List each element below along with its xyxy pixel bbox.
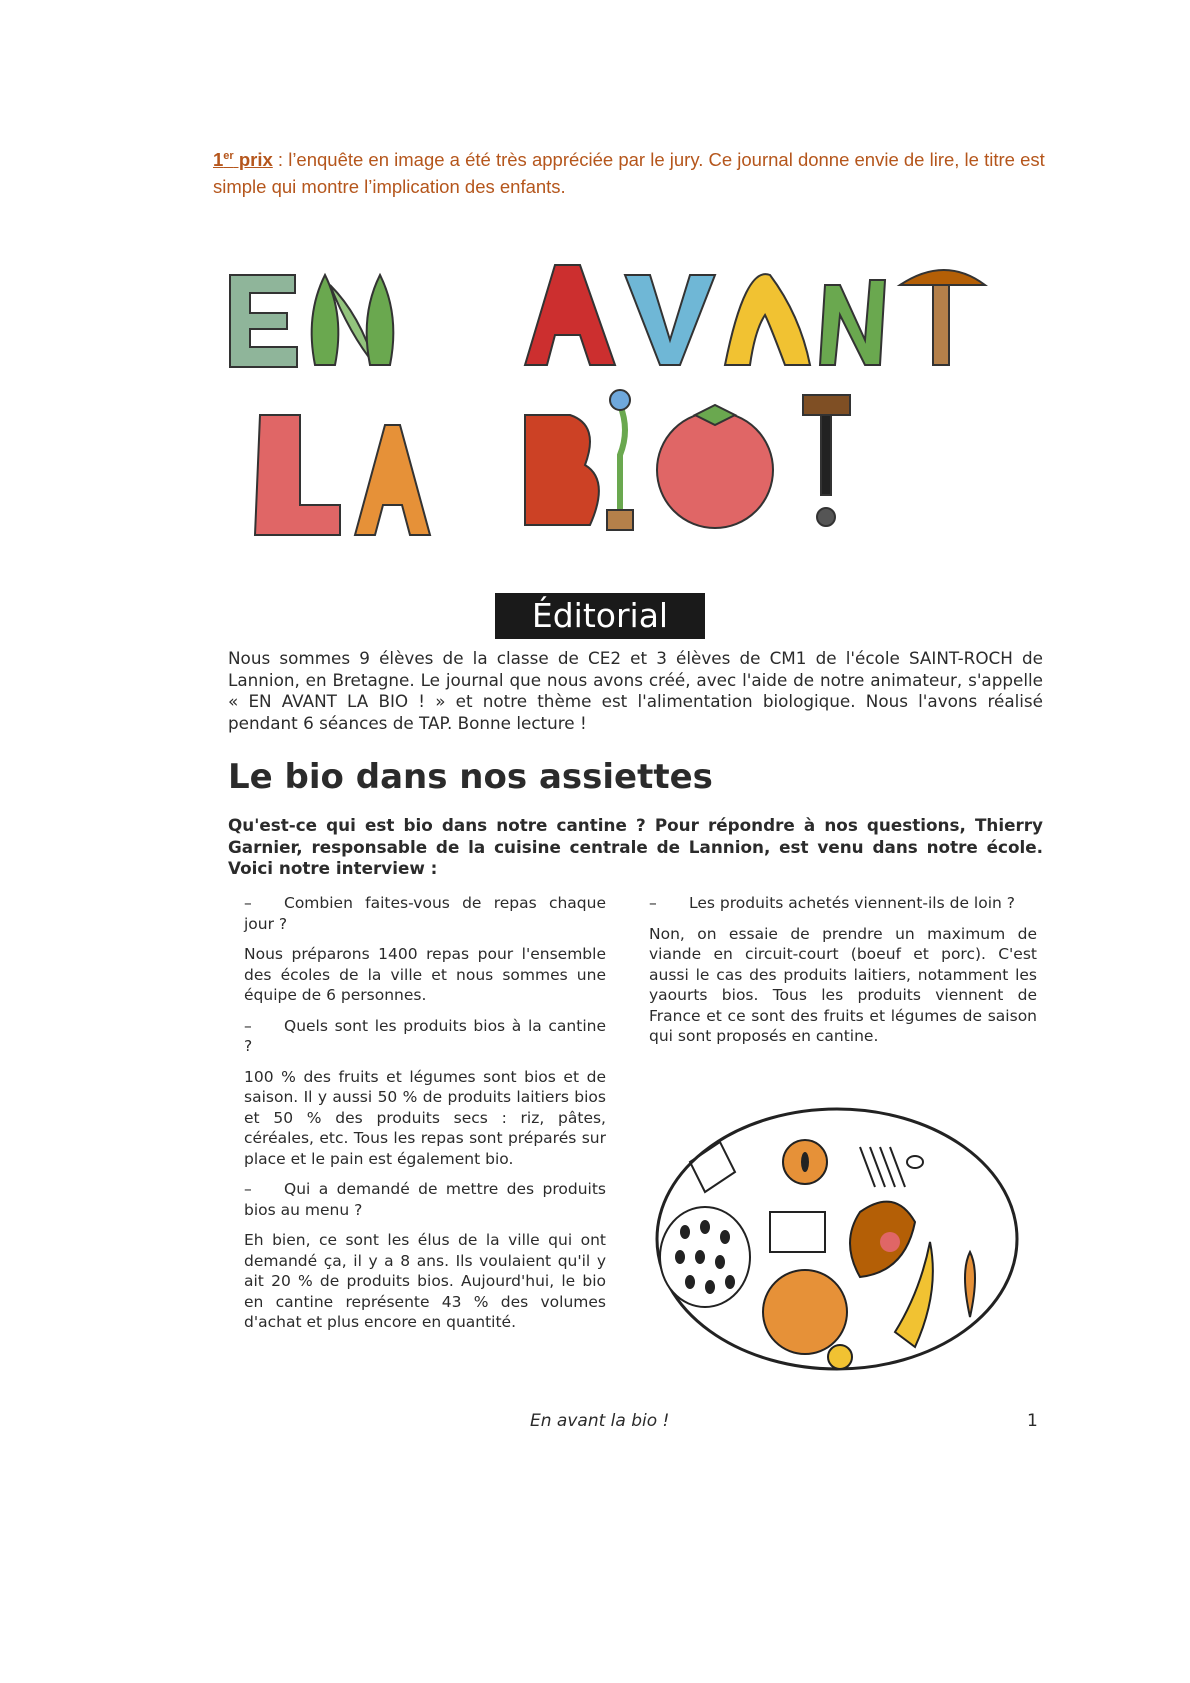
banner-line1 bbox=[230, 265, 985, 367]
banner-drawing bbox=[225, 255, 1005, 555]
question: – Qui a demandé de mettre des produits bios au menu ? bbox=[244, 1180, 606, 1219]
question: – Quels sont les produits bios à la cantine ? bbox=[244, 1016, 606, 1055]
article-title: Le bio dans nos assiettes bbox=[228, 757, 713, 797]
article-right-column bbox=[649, 893, 1037, 1057]
article-left-column bbox=[244, 893, 606, 1343]
question: – Les produits achetés viennent-ils de loin ? bbox=[649, 894, 1015, 912]
banner-line2 bbox=[255, 390, 850, 535]
answer: 100 % des fruits et légumes sont bios et de saison. Il y aussi 50 % de produits laitiers bios et 50 % des produits secs : riz, pâtes, céréales, etc. Tous les repas sont préparés sur place et le pain est également bio. bbox=[244, 1067, 606, 1168]
plate-drawing bbox=[645, 1102, 1030, 1377]
page-number: 1 bbox=[1027, 1411, 1038, 1431]
prize-label: 1er prix bbox=[213, 149, 273, 171]
answer: Non, on essaie de prendre un maximum de viande en circuit-court (boeuf et porc). C'est aussi le cas des produits laitiers, notamment les yaourts bios. Tous les produits viennent de France et ce sont des fruits et légumes de saison qui sont proposés en cantine. bbox=[649, 924, 1037, 1045]
article-lead: Qu'est-ce qui est bio dans notre cantine ? Pour répondre à nos questions, Thierry Garnier, responsable de la cuisine centrale de Lannion, est venu dans notre école. Voici notre interview : bbox=[228, 815, 1043, 878]
intro-text: l’enquête en image a été très appréciée par le jury. Ce journal donne envie de lire, le titre est simple qui montre l’implication des enfants. bbox=[213, 149, 1045, 198]
answer: Eh bien, ce sont les élus de la ville qui ont demandé ça, il y a 8 ans. Ils voulaient qu'il y ait 20 % de produits bios. Aujourd'hui, le bio en cantine représente 43 % des volumes d'achat et plus encore en quantité. bbox=[244, 1231, 606, 1331]
intro-paragraph: 1er prix : l’enquête en image a été très appréciée par le jury. Ce journal donne envie de lire, le titre est simple qui montre l’implication des enfants. bbox=[213, 149, 1045, 198]
footer-journal-title: En avant la bio ! bbox=[530, 1411, 670, 1431]
editorial-title: Éditorial bbox=[495, 593, 705, 639]
question: – Combien faites-vous de repas chaque jour ? bbox=[244, 894, 606, 933]
editorial-text: Nous sommes 9 élèves de la classe de CE2 et 3 élèves de CM1 de l'école SAINT-ROCH de Lannion, en Bretagne. Le journal que nous avons créé, avec l'aide de notre animateur, s'appelle « EN AVANT LA BIO ! » et notre thème est l'alimentation biologique. Nous l'avons réalisé pendant 6 séances de TAP. Bonne lecture ! bbox=[228, 648, 1043, 733]
answer: Nous préparons 1400 repas pour l'ensemble des écoles de la ville et nous sommes une équipe de 6 personnes. bbox=[244, 945, 606, 1004]
